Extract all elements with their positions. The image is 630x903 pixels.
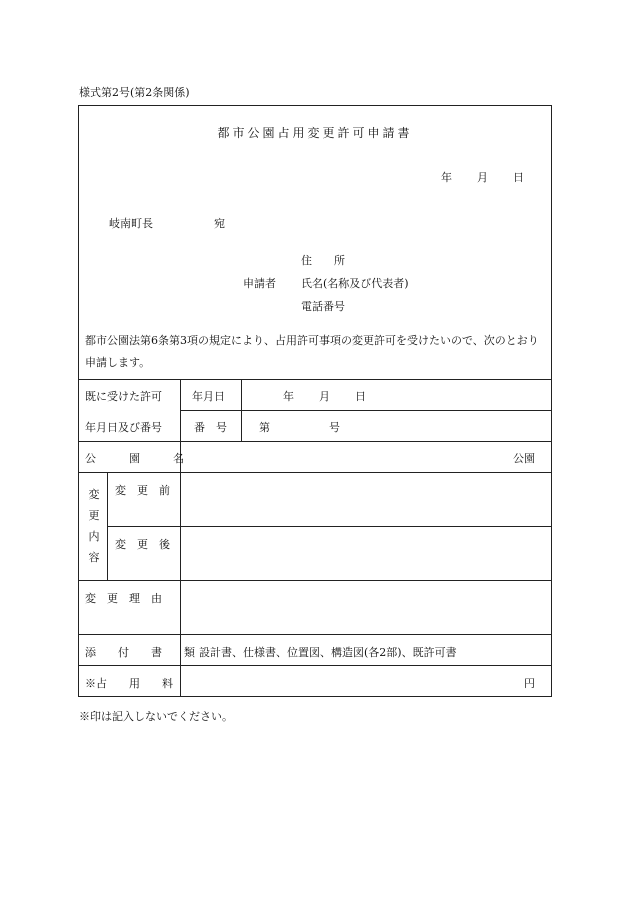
address-label: 住 所	[301, 254, 345, 267]
applicant-label: 申請者	[243, 277, 276, 290]
footnote: ※印は記入しないでください。	[79, 710, 233, 723]
after-change-label: 変 更 後	[115, 538, 170, 551]
permit-number-label: 番 号	[194, 421, 227, 434]
prior-permit-label-line2: 年月日及び番号	[85, 421, 162, 434]
permit-number-prefix: 第	[259, 421, 270, 434]
permit-date-year: 年	[283, 390, 294, 403]
attachments-row-top-rule	[79, 634, 551, 635]
form-title: 都市公園占用変更許可申請書	[217, 126, 413, 140]
name-label: 氏名(名称及び代表者)	[301, 277, 409, 290]
fee-unit: 円	[524, 677, 535, 690]
reason-row-top-rule	[79, 580, 551, 581]
permit-date-label: 年月日	[192, 390, 225, 403]
fee-label: ※占 用 料	[85, 677, 173, 690]
date-day-label: 日	[513, 171, 524, 184]
table-top-rule	[79, 379, 551, 380]
prior-permit-label-line1: 既に受けた許可	[85, 390, 162, 403]
change-content-column-rule	[107, 472, 108, 580]
before-change-label: 変 更 前	[115, 484, 170, 497]
permit-date-day: 日	[355, 390, 366, 403]
addressee-suffix: 宛	[214, 217, 225, 230]
application-form	[78, 105, 552, 697]
fee-row-top-rule	[79, 665, 551, 666]
change-reason-label: 変 更 理 由	[85, 592, 162, 605]
change-row-top-rule	[79, 472, 551, 473]
permit-date-month: 月	[319, 390, 330, 403]
application-statement: 都市公園法第6条第3項の規定により、占用許可事項の変更許可を受けたいので、次のとおり申請します。	[85, 334, 539, 369]
date-year-label: 年	[441, 171, 452, 184]
permit-number-suffix: 号	[329, 421, 340, 434]
phone-label: 電話番号	[301, 300, 345, 313]
attachments-value: 設計書、仕様書、位置図、構造図(各2部)、既許可書	[199, 646, 457, 659]
park-name-label: 公 園 名	[85, 452, 184, 465]
permit-row-divider	[180, 410, 551, 411]
form-number: 様式第2号(第2条関係)	[79, 86, 190, 99]
change-content-label: 変更内容	[88, 488, 100, 564]
attachments-label: 添 付 書 類	[85, 646, 195, 659]
park-suffix: 公園	[513, 452, 535, 465]
park-row-top-rule	[79, 441, 551, 442]
addressee-name: 岐南町長	[109, 217, 153, 230]
date-month-label: 月	[477, 171, 488, 184]
before-after-divider	[107, 526, 551, 527]
permit-subcolumn-rule	[241, 379, 242, 441]
